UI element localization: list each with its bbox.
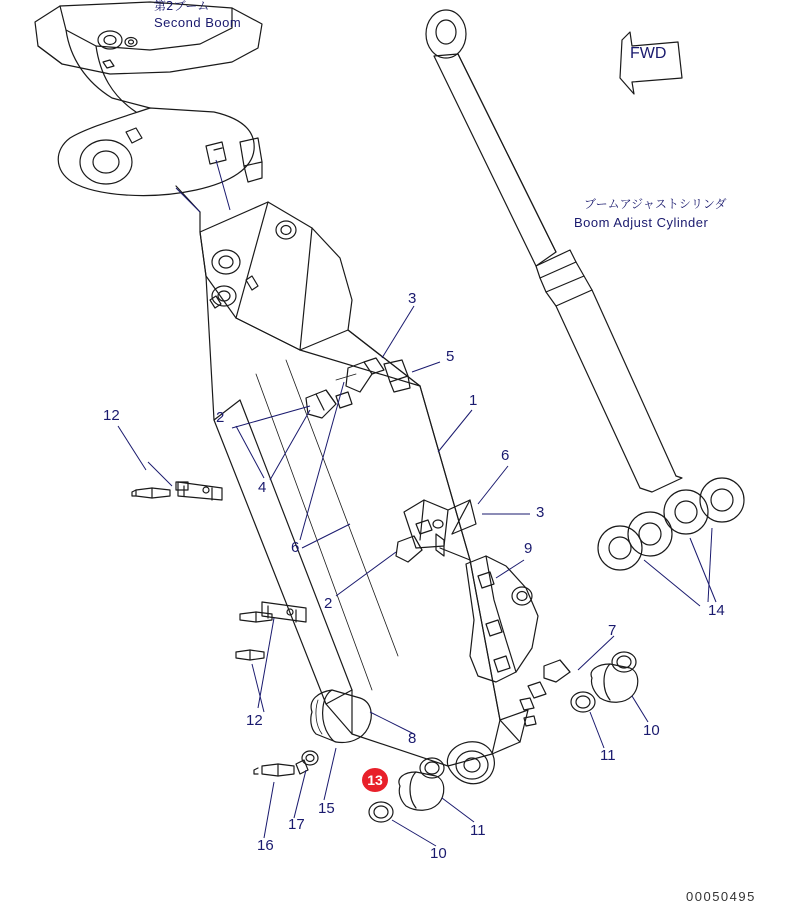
bushing-part-13 bbox=[311, 690, 371, 742]
callout-10-bottom: 10 bbox=[430, 845, 447, 862]
second-boom-label-en: Second Boom bbox=[154, 15, 242, 30]
callout-14: 14 bbox=[708, 602, 725, 619]
highlighted-callout-13[interactable]: 13 bbox=[362, 768, 388, 792]
callout-9: 9 bbox=[524, 540, 533, 557]
callout-12-lower: 12 bbox=[246, 712, 263, 729]
fwd-direction-marker bbox=[620, 32, 682, 94]
seal-parts bbox=[296, 751, 318, 774]
second-boom-part bbox=[35, 2, 262, 232]
pin-hardware-parts bbox=[520, 660, 570, 726]
callout-16: 16 bbox=[257, 837, 274, 854]
callout-6-upper: 6 bbox=[501, 447, 510, 464]
callout-10-right: 10 bbox=[643, 722, 660, 739]
bracket-and-bolt-parts bbox=[132, 479, 306, 776]
boom-adjust-cylinder bbox=[426, 10, 744, 570]
callout-11-right: 11 bbox=[600, 747, 616, 764]
callout-12-upper: 12 bbox=[103, 407, 120, 424]
callout-5: 5 bbox=[446, 348, 455, 365]
callout-6-lower: 6 bbox=[291, 539, 300, 556]
callout-17: 17 bbox=[288, 816, 305, 833]
second-boom-label-jp: 第2ブーム bbox=[154, 0, 210, 13]
fwd-marker-label: FWD bbox=[630, 45, 667, 62]
callout-3-upper: 3 bbox=[408, 290, 417, 307]
callout-11-bottom: 11 bbox=[470, 822, 486, 839]
boom-adjust-cylinder-label-jp: ブームアジャストシリンダ bbox=[584, 197, 727, 211]
callout-15: 15 bbox=[318, 800, 335, 817]
callout-1: 1 bbox=[469, 392, 478, 409]
callout-8: 8 bbox=[408, 730, 417, 747]
boom-adjust-cylinder-label-en: Boom Adjust Cylinder bbox=[574, 215, 709, 230]
callout-2-lower: 2 bbox=[324, 595, 333, 612]
callout-3-lower: 3 bbox=[536, 504, 545, 521]
callout-7: 7 bbox=[608, 622, 617, 639]
callout-2-upper: 2 bbox=[216, 409, 225, 426]
drawing-part-number: 00050495 bbox=[686, 889, 756, 904]
callout-4: 4 bbox=[258, 479, 267, 496]
